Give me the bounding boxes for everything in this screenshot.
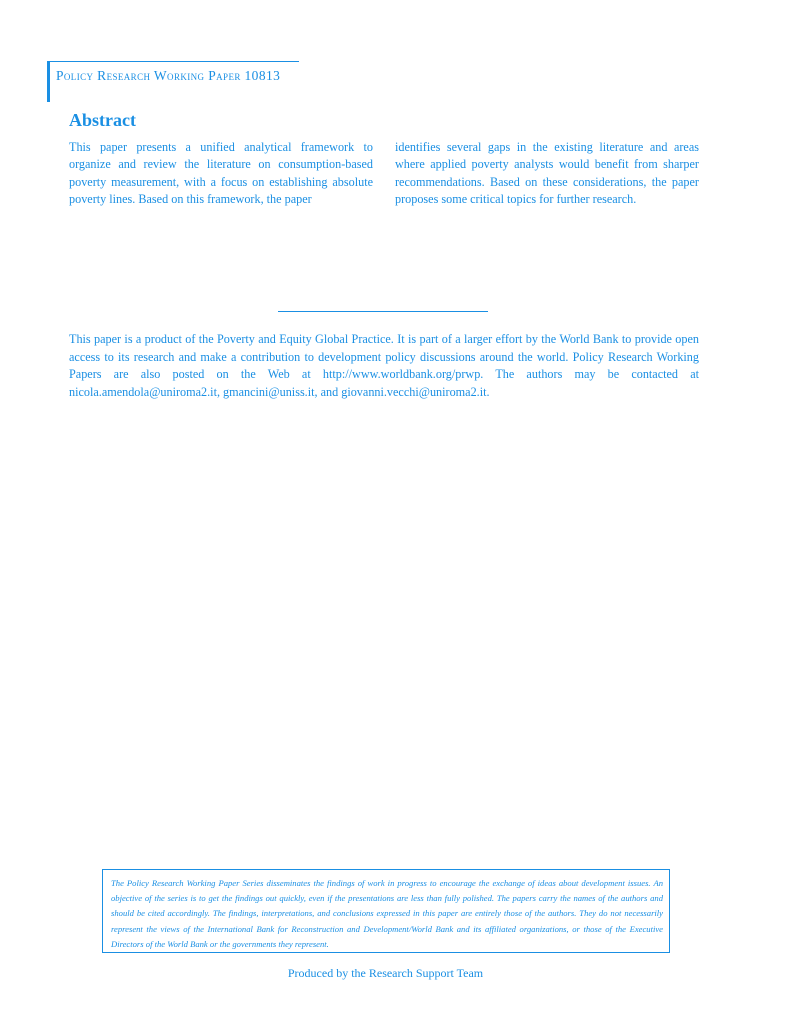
abstract-heading: Abstract <box>69 110 136 130</box>
abstract-right-column: identifies several gaps in the existing literature and areas where applied poverty analysts would benefit from sharper recommendations. Based on these considerations, the paper proposes some critical topics for further research. <box>395 140 699 207</box>
header-left-rule <box>47 62 50 102</box>
series-disclaimer-box <box>102 869 670 953</box>
product-note: This paper is a product of the Poverty and Equity Global Practice. It is part of a larger effort by the World Bank to provide open access to its research and make a contribution to development policy discussions around the world. Policy Research Working Papers are also posted on the Web at http://www.worldbank.org/prwp. The authors may be contacted at nicola.amendola@uniroma2.it, gmancini@uniss.it, and giovanni.vecchi@uniroma2.it. <box>69 332 699 399</box>
abstract-left-column: This paper presents a unified analytical framework to organize and review the literature on consumption-based poverty measurement, with a focus on establishing absolute poverty lines. Based on this framework, the paper <box>69 140 373 207</box>
header-top-rule <box>47 61 299 62</box>
footer-credit: Produced by the Research Support Team <box>287 966 484 980</box>
section-divider <box>278 311 488 312</box>
series-disclaimer-text: The Policy Research Working Paper Series disseminates the findings of work in progress to encourage the exchange of ideas about development issues. An objective of the series is to get the findings out quickly, even if the presentations are less than fully polished. The papers carry the names of the authors and should be cited accordingly. The findings, interpretations, and conclusions expressed in this paper are entirely those of the authors. They do not necessarily represent the views of the International Bank for Reconstruction and Development/World Bank and its affiliated organizations, or those of the Executive Directors of the World Bank or the governments they represent. <box>111 878 663 949</box>
series-title: Policy Research Working Paper 10813 <box>56 68 281 83</box>
